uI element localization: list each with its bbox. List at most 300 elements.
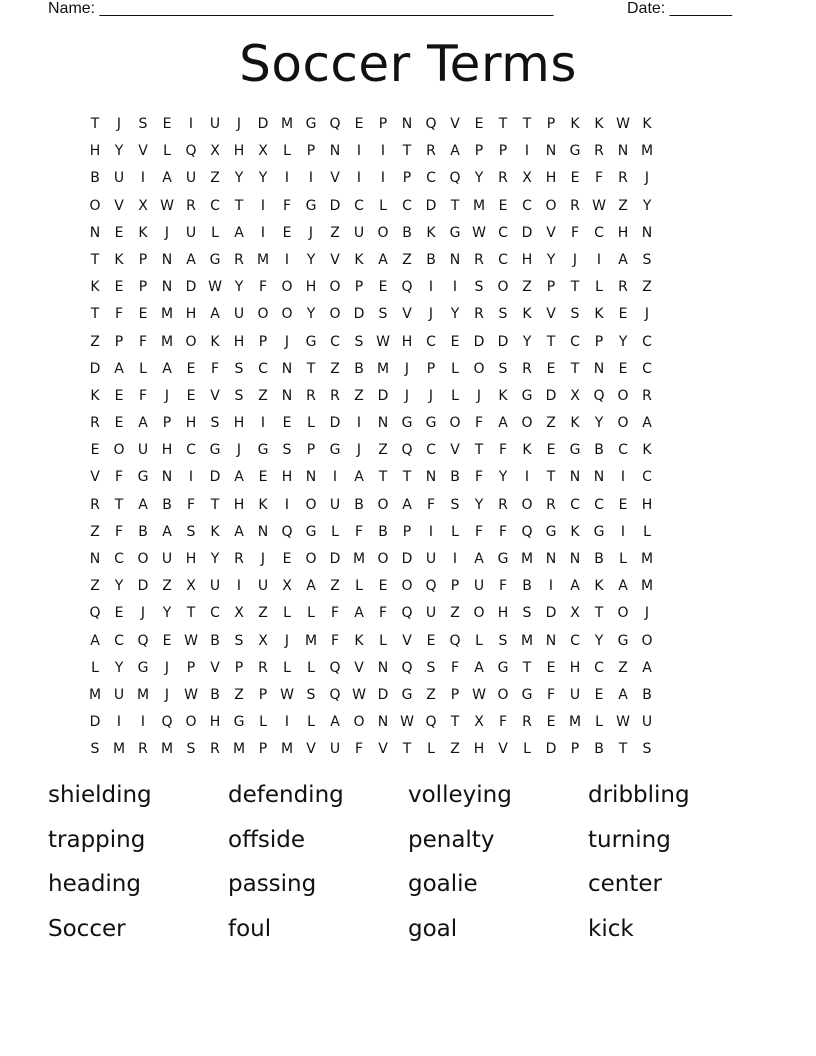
grid-letter: W — [472, 224, 486, 241]
grid-letter: F — [186, 496, 196, 513]
grid-letter: P — [114, 333, 124, 350]
grid-letter: P — [306, 143, 316, 160]
grid-letter: M — [640, 578, 654, 595]
grid-letter: I — [452, 551, 458, 567]
grid-letter: A — [618, 686, 628, 703]
grid-letter: O — [281, 306, 293, 323]
grid-letter: E — [378, 279, 388, 296]
grid-letter: G — [209, 442, 221, 459]
grid-letter: F — [258, 279, 268, 296]
grid-letter: V — [330, 251, 340, 268]
grid-letter: Y — [474, 496, 484, 513]
grid-letter: O — [185, 714, 197, 731]
grid-letter: Z — [330, 224, 340, 241]
grid-letter: Z — [330, 578, 340, 595]
grid-letter: Y — [594, 632, 604, 649]
grid-letter: U — [185, 170, 197, 187]
grid-letter: I — [284, 714, 290, 731]
grid-letter: A — [330, 714, 340, 731]
grid-letter: A — [642, 415, 652, 432]
word-bank-item: kick — [588, 915, 634, 942]
grid-letter: B — [642, 686, 652, 703]
grid-letter: U — [425, 551, 437, 567]
grid-letter: Z — [450, 605, 460, 622]
grid-letter: L — [451, 360, 459, 377]
grid-letter: O — [473, 605, 485, 622]
grid-letter: F — [354, 523, 364, 540]
grid-letter: D — [137, 578, 149, 595]
grid-letter: Y — [306, 306, 316, 323]
grid-letter: C — [426, 333, 436, 350]
grid-letter: B — [162, 496, 172, 513]
grid-letter: L — [619, 551, 627, 567]
grid-row — [83, 301, 731, 328]
grid-letter: S — [642, 741, 652, 758]
grid-letter: Z — [258, 387, 268, 404]
grid-letter: S — [354, 333, 364, 350]
grid-letter: I — [260, 415, 266, 432]
grid-letter: N — [281, 387, 293, 404]
grid-letter: X — [570, 605, 580, 622]
grid-letter: L — [139, 360, 147, 377]
grid-letter: K — [210, 523, 220, 540]
grid-letter: T — [306, 360, 316, 377]
grid-letter: A — [642, 659, 652, 676]
grid-letter: H — [233, 496, 245, 513]
grid-letter: A — [234, 523, 244, 540]
grid-letter: I — [116, 714, 122, 731]
grid-letter: Q — [161, 714, 173, 731]
grid-letter: F — [138, 333, 148, 350]
grid-letter: Z — [162, 578, 172, 595]
word-bank-row — [48, 824, 768, 869]
grid-letter: Z — [402, 251, 412, 268]
grid-letter: Y — [114, 143, 124, 160]
grid-letter: F — [426, 496, 436, 513]
grid-letter: N — [593, 360, 605, 377]
grid-letter: U — [641, 714, 653, 731]
grid-letter: C — [426, 170, 436, 187]
grid-letter: M — [160, 306, 174, 323]
grid-letter: U — [161, 551, 173, 567]
word-bank-item: goalie — [408, 871, 478, 897]
grid-letter: O — [641, 632, 653, 649]
grid-letter: R — [474, 306, 484, 323]
grid-letter: A — [474, 659, 484, 676]
grid-letter: K — [90, 279, 100, 296]
grid-row — [83, 573, 731, 600]
grid-letter: G — [305, 523, 317, 540]
grid-letter: B — [594, 551, 604, 567]
grid-letter: H — [521, 251, 533, 268]
grid-letter: E — [546, 442, 556, 459]
grid-letter: C — [570, 496, 580, 513]
grid-letter: S — [498, 632, 508, 649]
grid-letter: L — [211, 224, 219, 241]
grid-letter: T — [402, 741, 412, 758]
grid-letter: Z — [258, 605, 268, 622]
grid-letter: J — [572, 251, 578, 268]
grid-letter: W — [616, 714, 630, 731]
grid-letter: S — [426, 659, 436, 676]
grid-letter: W — [280, 686, 294, 703]
grid-letter: E — [186, 360, 196, 377]
grid-letter: R — [234, 551, 244, 567]
grid-letter: C — [210, 197, 220, 214]
grid-letter: H — [497, 605, 509, 622]
grid-letter: C — [594, 659, 604, 676]
grid-letter: Q — [425, 116, 437, 132]
grid-letter: B — [378, 523, 388, 540]
grid-letter: E — [114, 387, 124, 404]
grid-row — [83, 274, 731, 301]
grid-letter: D — [377, 387, 389, 404]
grid-letter: P — [546, 116, 556, 132]
grid-letter: D — [545, 387, 557, 404]
grid-letter: O — [113, 442, 125, 459]
grid-letter: N — [593, 469, 605, 486]
grid-letter: G — [137, 659, 149, 676]
grid-letter: P — [402, 523, 412, 540]
grid-letter: C — [330, 333, 340, 350]
grid-letter: F — [354, 741, 364, 758]
grid-letter: S — [234, 360, 244, 377]
grid-letter: G — [569, 143, 581, 160]
grid-letter: M — [88, 686, 102, 703]
grid-letter: I — [284, 251, 290, 268]
grid-letter: R — [618, 279, 628, 296]
grid-letter: Y — [234, 279, 244, 296]
grid-letter: I — [140, 170, 146, 187]
grid-letter: N — [569, 469, 581, 486]
grid-letter: H — [641, 496, 653, 513]
grid-letter: T — [90, 116, 100, 132]
grid-letter: V — [498, 741, 508, 758]
grid-letter: L — [283, 605, 291, 622]
grid-letter: Z — [330, 360, 340, 377]
grid-letter: E — [498, 197, 508, 214]
grid-letter: Y — [450, 306, 460, 323]
grid-letter: J — [164, 686, 170, 703]
grid-letter: O — [281, 279, 293, 296]
grid-letter: Y — [306, 251, 316, 268]
grid-row — [83, 600, 731, 627]
grid-letter: O — [185, 333, 197, 350]
grid-letter: I — [356, 143, 362, 160]
grid-letter: E — [138, 306, 148, 323]
grid-letter: T — [90, 306, 100, 323]
grid-letter: A — [162, 170, 172, 187]
grid-letter: X — [282, 578, 292, 595]
grid-row — [83, 655, 731, 682]
grid-letter: T — [570, 360, 580, 377]
grid-letter: A — [570, 578, 580, 595]
grid-letter: N — [401, 116, 413, 132]
grid-letter: O — [617, 605, 629, 622]
grid-letter: R — [570, 197, 580, 214]
grid-letter: X — [522, 170, 532, 187]
grid-letter: P — [450, 686, 460, 703]
grid-letter: A — [162, 360, 172, 377]
grid-letter: J — [428, 387, 434, 404]
grid-letter: V — [546, 306, 556, 323]
grid-letter: A — [618, 251, 628, 268]
grid-letter: A — [210, 306, 220, 323]
word-bank-item: center — [588, 871, 662, 897]
grid-letter: B — [594, 741, 604, 758]
grid-letter: G — [449, 224, 461, 241]
grid-letter: P — [258, 333, 268, 350]
grid-letter: E — [570, 170, 580, 187]
grid-letter: V — [402, 306, 412, 323]
grid-letter: D — [401, 551, 413, 567]
grid-letter: I — [380, 170, 386, 187]
grid-letter: L — [355, 578, 363, 595]
grid-letter: C — [498, 251, 508, 268]
grid-letter: F — [498, 714, 508, 731]
grid-letter: C — [594, 224, 604, 241]
grid-letter: A — [354, 605, 364, 622]
grid-letter: M — [352, 551, 366, 567]
grid-letter: I — [548, 578, 554, 595]
grid-letter: E — [282, 551, 292, 567]
grid-letter: B — [450, 469, 460, 486]
grid-letter: I — [260, 197, 266, 214]
grid-letter: K — [522, 306, 532, 323]
grid-letter: F — [546, 686, 556, 703]
grid-letter: L — [307, 605, 315, 622]
grid-letter: H — [233, 143, 245, 160]
grid-letter: K — [210, 333, 220, 350]
grid-letter: M — [160, 741, 174, 758]
grid-letter: S — [498, 360, 508, 377]
grid-letter: E — [546, 714, 556, 731]
grid-letter: N — [305, 469, 317, 486]
grid-letter: B — [210, 686, 220, 703]
grid-letter: Z — [90, 333, 100, 350]
grid-letter: Q — [425, 578, 437, 595]
grid-letter: F — [570, 224, 580, 241]
grid-letter: S — [642, 251, 652, 268]
grid-letter: G — [209, 251, 221, 268]
grid-letter: F — [498, 578, 508, 595]
grid-letter: T — [618, 741, 628, 758]
grid-letter: L — [379, 197, 387, 214]
grid-letter: Z — [354, 387, 364, 404]
grid-letter: K — [522, 442, 532, 459]
grid-letter: V — [402, 632, 412, 649]
grid-letter: N — [281, 360, 293, 377]
grid-letter: H — [185, 551, 197, 567]
grid-letter: E — [378, 578, 388, 595]
grid-letter: G — [593, 523, 605, 540]
grid-letter: P — [546, 279, 556, 296]
grid-letter: G — [257, 442, 269, 459]
grid-letter: O — [497, 279, 509, 296]
grid-letter: Z — [426, 686, 436, 703]
grid-letter: R — [306, 387, 316, 404]
grid-letter: A — [450, 143, 460, 160]
grid-letter: U — [353, 224, 365, 241]
grid-letter: B — [594, 442, 604, 459]
grid-letter: H — [401, 333, 413, 350]
grid-row — [83, 682, 731, 709]
grid-letter: U — [329, 496, 341, 513]
grid-row — [83, 492, 731, 519]
grid-letter: P — [474, 143, 484, 160]
grid-letter: G — [233, 714, 245, 731]
grid-letter: F — [474, 469, 484, 486]
grid-letter: T — [114, 496, 124, 513]
grid-letter: W — [208, 279, 222, 296]
grid-letter: S — [474, 279, 484, 296]
grid-letter: K — [570, 116, 580, 132]
grid-letter: R — [522, 360, 532, 377]
grid-letter: D — [473, 333, 485, 350]
grid-letter: D — [329, 197, 341, 214]
word-bank — [48, 779, 768, 957]
grid-letter: W — [400, 714, 414, 731]
grid-letter: C — [426, 442, 436, 459]
grid-letter: E — [450, 333, 460, 350]
grid-letter: M — [232, 741, 246, 758]
grid-letter: Z — [90, 523, 100, 540]
grid-letter: T — [546, 469, 556, 486]
grid-letter: E — [162, 632, 172, 649]
grid-letter: M — [136, 686, 150, 703]
grid-letter: S — [570, 306, 580, 323]
grid-letter: I — [620, 523, 626, 540]
grid-letter: C — [570, 632, 580, 649]
grid-letter: Q — [521, 523, 533, 540]
grid-letter: C — [402, 197, 412, 214]
grid-letter: O — [305, 551, 317, 567]
grid-letter: T — [594, 605, 604, 622]
grid-letter: G — [329, 442, 341, 459]
grid-letter: C — [210, 605, 220, 622]
grid-letter: M — [280, 116, 294, 132]
grid-letter: O — [521, 415, 533, 432]
grid-letter: N — [545, 632, 557, 649]
grid-letter: U — [209, 578, 221, 595]
grid-letter: L — [643, 523, 651, 540]
grid-letter: V — [450, 442, 460, 459]
word-bank-item: passing — [228, 871, 317, 897]
grid-letter: D — [497, 333, 509, 350]
grid-letter: I — [380, 143, 386, 160]
word-bank-item: volleying — [408, 782, 512, 808]
grid-letter: L — [283, 659, 291, 676]
grid-letter: T — [522, 659, 532, 676]
grid-letter: C — [594, 496, 604, 513]
grid-letter: W — [376, 333, 390, 350]
grid-letter: E — [474, 116, 484, 132]
grid-letter: Q — [401, 605, 413, 622]
grid-letter: X — [258, 632, 268, 649]
grid-letter: K — [594, 116, 604, 132]
grid-letter: F — [498, 523, 508, 540]
grid-letter: N — [161, 279, 173, 296]
grid-letter: O — [377, 224, 389, 241]
grid-letter: U — [473, 578, 485, 595]
word-bank-row — [48, 779, 768, 824]
grid-letter: G — [305, 197, 317, 214]
grid-letter: K — [498, 387, 508, 404]
word-bank-item: foul — [228, 915, 272, 942]
grid-letter: L — [163, 143, 171, 160]
grid-letter: I — [332, 469, 338, 486]
word-bank-item: offside — [228, 826, 306, 853]
grid-letter: J — [476, 387, 482, 404]
grid-letter: L — [283, 143, 291, 160]
grid-letter: K — [594, 306, 604, 323]
grid-letter: G — [401, 415, 413, 432]
grid-letter: O — [353, 714, 365, 731]
grid-letter: T — [450, 714, 460, 731]
grid-letter: F — [450, 659, 460, 676]
grid-letter: W — [352, 686, 366, 703]
grid-letter: W — [160, 197, 174, 214]
grid-letter: O — [401, 578, 413, 595]
grid-letter: E — [546, 659, 556, 676]
grid-letter: N — [545, 551, 557, 567]
grid-letter: H — [89, 143, 101, 160]
grid-letter: B — [426, 251, 436, 268]
grid-letter: M — [376, 360, 390, 377]
grid-letter: U — [113, 686, 125, 703]
word-bank-row — [48, 913, 768, 958]
grid-letter: N — [545, 143, 557, 160]
grid-letter: A — [234, 224, 244, 241]
grid-letter: E — [258, 469, 268, 486]
grid-letter: D — [545, 741, 557, 758]
grid-letter: V — [210, 659, 220, 676]
grid-letter: M — [280, 741, 294, 758]
grid-letter: T — [498, 116, 508, 132]
grid-letter: P — [234, 659, 244, 676]
grid-letter: D — [89, 360, 101, 377]
grid-letter: I — [308, 170, 314, 187]
grid-letter: Z — [378, 442, 388, 459]
grid-letter: O — [137, 551, 149, 567]
grid-letter: N — [641, 224, 653, 241]
grid-letter: W — [184, 686, 198, 703]
grid-letter: Y — [498, 469, 508, 486]
grid-letter: D — [89, 714, 101, 731]
grid-letter: I — [236, 578, 242, 595]
grid-letter: L — [331, 523, 339, 540]
grid-letter: P — [426, 360, 436, 377]
grid-letter: C — [258, 360, 268, 377]
grid-letter: D — [257, 116, 269, 132]
grid-letter: Y — [594, 415, 604, 432]
grid-letter: G — [401, 686, 413, 703]
grid-letter: N — [89, 224, 101, 241]
grid-letter: D — [209, 469, 221, 486]
grid-letter: H — [473, 741, 485, 758]
grid-letter: E — [618, 496, 628, 513]
grid-letter: Q — [281, 523, 293, 540]
word-bank-item: defending — [228, 782, 344, 808]
grid-letter: Q — [401, 279, 413, 296]
grid-letter: O — [329, 279, 341, 296]
grid-letter: F — [330, 605, 340, 622]
grid-letter: Q — [329, 659, 341, 676]
grid-letter: C — [642, 469, 652, 486]
grid-letter: K — [354, 251, 364, 268]
grid-letter: N — [257, 523, 269, 540]
grid-letter: S — [450, 496, 460, 513]
